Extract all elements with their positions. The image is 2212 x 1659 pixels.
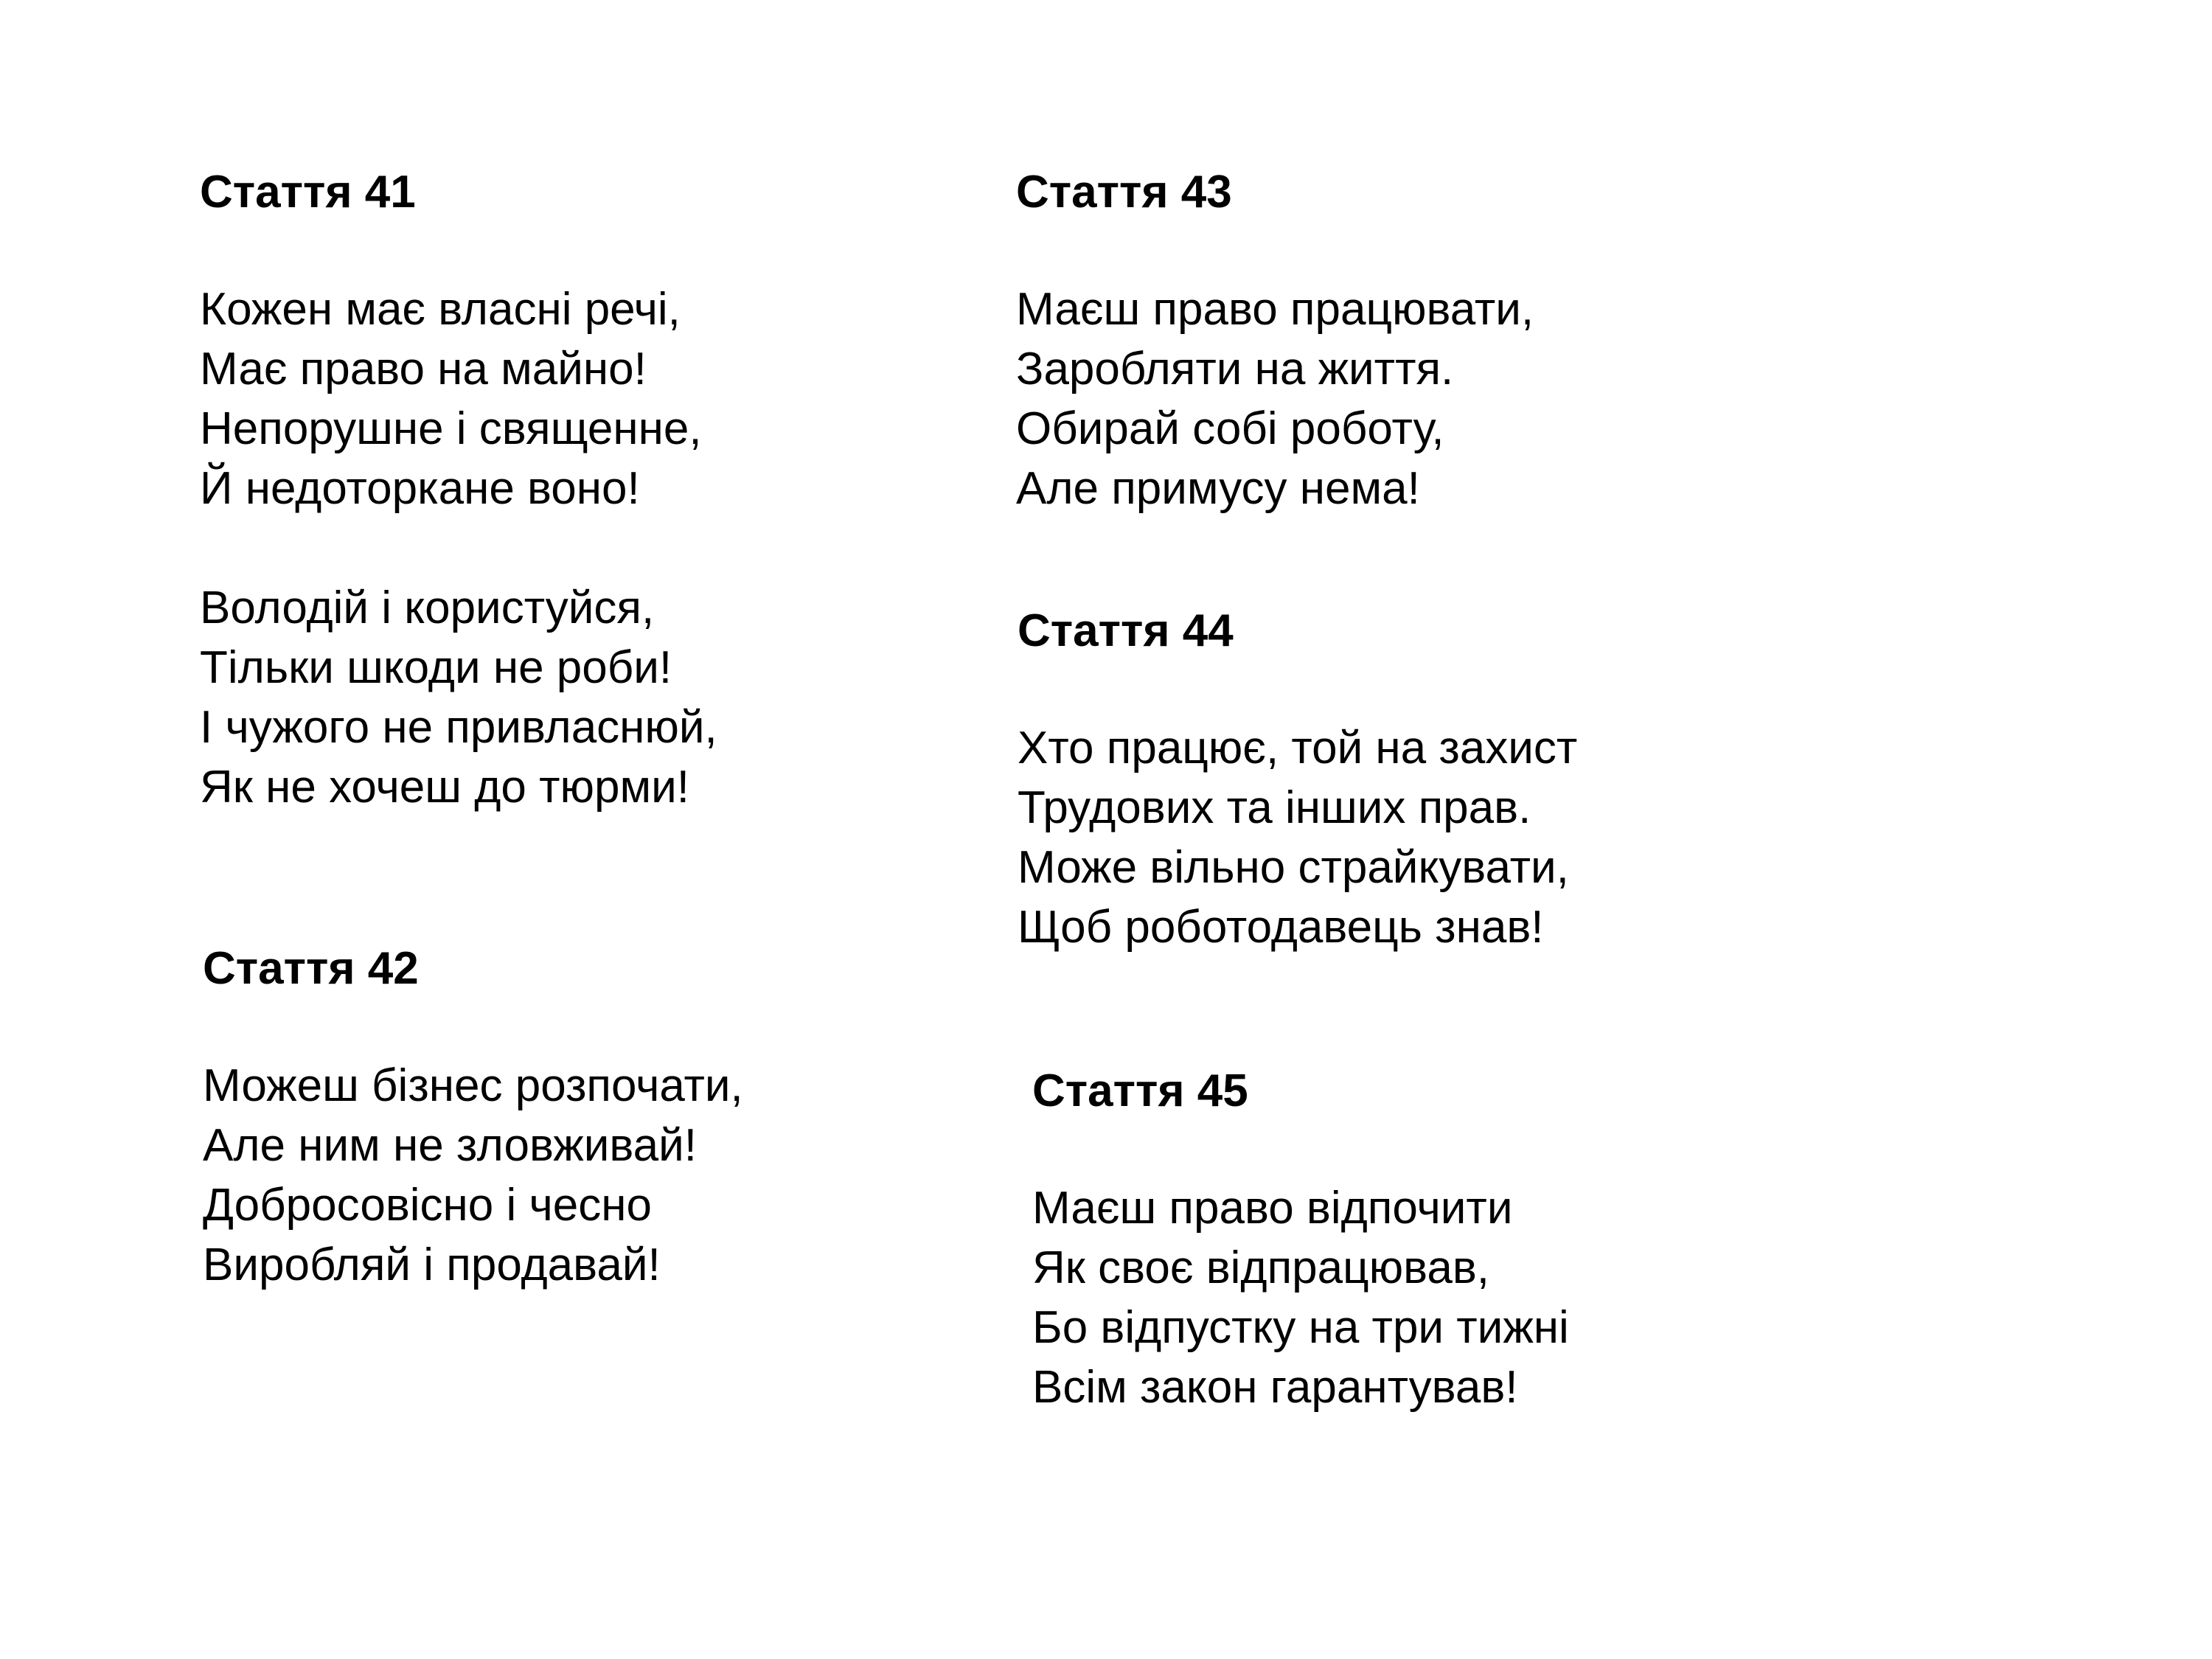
stanza (200, 279, 717, 518)
stanza (1032, 1178, 1569, 1417)
verse-line: Бо відпустку на три тижні (1032, 1302, 1569, 1353)
verse-line: Але ним не зловживай! (203, 1120, 697, 1171)
article-title: Стаття 44 (1018, 605, 1234, 656)
verse-line: Маєш право відпочити (1032, 1183, 1513, 1234)
verse-line: Всім закон гарантував! (1032, 1362, 1518, 1413)
verse-line: Хто працює, той на захист (1018, 723, 1578, 773)
verse-line: Й недоторкане воно! (200, 463, 640, 514)
verse-line: Тільки шкоди не роби! (200, 642, 672, 693)
verse-line: Володій і користуйся, (200, 582, 655, 633)
verse-line: Може вільно страйкувати, (1018, 842, 1569, 893)
article-45 (1032, 1065, 1569, 1417)
article-title: Стаття 45 (1032, 1065, 1248, 1116)
article-41 (200, 166, 717, 817)
article-title: Стаття 41 (200, 167, 416, 218)
stanza (203, 1056, 743, 1295)
verse-line: Але примусу нема! (1016, 463, 1420, 514)
verse-line: Заробляти на життя. (1016, 344, 1454, 394)
verse-line: Як своє відпрацював, (1032, 1242, 1490, 1293)
stanza (1018, 718, 1577, 957)
article-44 (1018, 605, 1577, 957)
stanza (1016, 279, 1534, 518)
verse-line: Виробляй і продавай! (203, 1239, 661, 1290)
article-42 (203, 942, 743, 1295)
verse-line: Має право на майно! (200, 344, 647, 394)
verse-line: Добросовісно і чесно (203, 1180, 652, 1231)
verse-line: Як не хочеш до тюрми! (200, 762, 689, 813)
stanza (200, 578, 717, 817)
verse-line: Маєш право працювати, (1016, 284, 1534, 335)
verse-line: Трудових та інших прав. (1018, 782, 1531, 833)
verse-line: Кожен має власні речі, (200, 284, 681, 335)
article-title: Стаття 43 (1016, 167, 1232, 218)
article-43 (1016, 166, 1534, 518)
article-title: Стаття 42 (203, 943, 419, 994)
verse-line: І чужого не привласнюй, (200, 702, 717, 753)
verse-line: Можеш бізнес розпочати, (203, 1060, 743, 1111)
verse-line: Щоб роботодавець знав! (1018, 902, 1544, 953)
verse-line: Непорушне і священне, (200, 403, 702, 454)
verse-line: Обирай собі роботу, (1016, 403, 1444, 454)
